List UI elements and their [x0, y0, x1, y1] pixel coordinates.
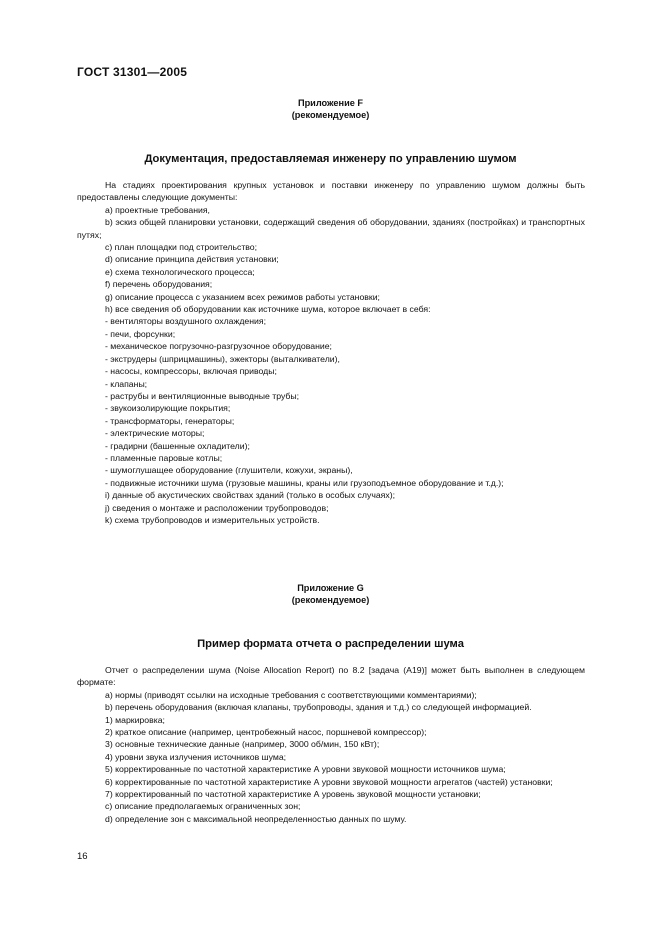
list-item: - электрические моторы;: [105, 428, 205, 439]
list-item: 2) краткое описание (например, центробежный насос, поршневой компрессор);: [105, 727, 427, 738]
list-item: - вентиляторы воздушного охлаждения;: [105, 316, 266, 327]
annex-g-intro: Отчет о распределении шума (Noise Allocation Report) по 8.2 [задача (А19)] может быть выполнен в следующем формате:: [77, 665, 585, 688]
list-item: c) описание предполагаемых ограниченных зон;: [105, 801, 301, 812]
annex-f-status: (рекомендуемое): [291, 110, 370, 120]
list-item: j) сведения о монтаже и расположении трубопроводов;: [105, 502, 329, 513]
annex-f-intro: На стадиях проектирования крупных установок и поставки инженеру по управлению шумом должны быть предоставлены следующие документы:: [77, 180, 585, 203]
list-item: 1) маркировка;: [105, 714, 165, 725]
page-number: 16: [77, 851, 88, 862]
list-item: 7) корректированный по частотной характеристике А уровень звуковой мощности установки;: [105, 789, 481, 800]
list-item: h) все сведения об оборудовании как источнике шума, которое включает в себя:: [105, 304, 431, 315]
list-item: i) данные об акустических свойствах зданий (только в особых случаях);: [105, 490, 396, 501]
list-item: a) проектные требования,: [105, 204, 210, 215]
list-item: - механическое погрузочно-разгрузочное оборудование;: [105, 341, 332, 352]
annex-f-body: [77, 179, 585, 526]
list-item: g) описание процесса с указанием всех режимов работы установки;: [105, 291, 380, 302]
list-item: - шумоглушащее оборудование (глушители, кожухи, экраны),: [105, 465, 353, 476]
annex-g-body: [77, 664, 585, 825]
list-item: - подвижные источники шума (грузовые машины, краны или грузоподъемное оборудование и т.д.);: [105, 477, 504, 488]
list-item: b) эскиз общей планировки установки, содержащий сведения об оборудовании, зданиях (постройках) и транспортных путях;: [77, 217, 585, 240]
list-item: d) описание принципа действия установки;: [105, 254, 279, 265]
list-item: - пламенные паровые котлы;: [105, 452, 223, 463]
annex-f-title: Документация, предоставляемая инженеру по управлению шумом: [144, 153, 517, 165]
list-item: - печи, форсунки;: [105, 328, 176, 339]
document-id: ГОСТ 31301—2005: [77, 65, 188, 79]
list-item: f) перечень оборудования;: [105, 279, 213, 290]
list-item: c) план площадки под строительство;: [105, 242, 258, 253]
annex-g-status: (рекомендуемое): [291, 595, 370, 605]
list-item: - градирни (башенные охладители);: [105, 440, 250, 451]
list-item: 3) основные технические данные (например, 3000 об/мин, 150 кВт);: [105, 739, 380, 750]
list-item: e) схема технологического процесса;: [105, 266, 255, 277]
list-item: 6) корректированные по частотной характеристике А уровни звуковой мощности агрегатов (частей) установки;: [105, 776, 553, 787]
list-item: - трансформаторы, генераторы;: [105, 415, 235, 426]
list-item: 4) уровни звука излучения источников шума;: [105, 751, 287, 762]
annex-g-title: Пример формата отчета о распределении шума: [197, 638, 464, 650]
list-item: - насосы, компрессоры, включая приводы;: [105, 366, 277, 377]
annex-g-label: Приложение G: [297, 583, 364, 593]
list-item: - экструдеры (шприцмашины), эжекторы (выталкиватели),: [105, 353, 340, 364]
list-item: d) определение зон с максимальной неопределенностью данных по шуму.: [105, 813, 407, 824]
annex-f-label: Приложение F: [297, 98, 364, 108]
list-item: k) схема трубопроводов и измерительных устройств.: [105, 514, 320, 525]
list-item: b) перечень оборудования (включая клапаны, трубопроводы, здания и т.д.) со следующей информацией.: [105, 702, 532, 713]
list-item: - клапаны;: [105, 378, 148, 389]
list-item: - звукоизолирующие покрытия;: [105, 403, 231, 414]
list-item: 5) корректированные по частотной характеристике А уровни звуковой мощности источников шума;: [105, 764, 506, 775]
list-item: a) нормы (приводят ссылки на исходные требования с соответствующими комментариями);: [105, 689, 477, 700]
list-item: - раструбы и вентиляционные выводные трубы;: [105, 390, 300, 401]
